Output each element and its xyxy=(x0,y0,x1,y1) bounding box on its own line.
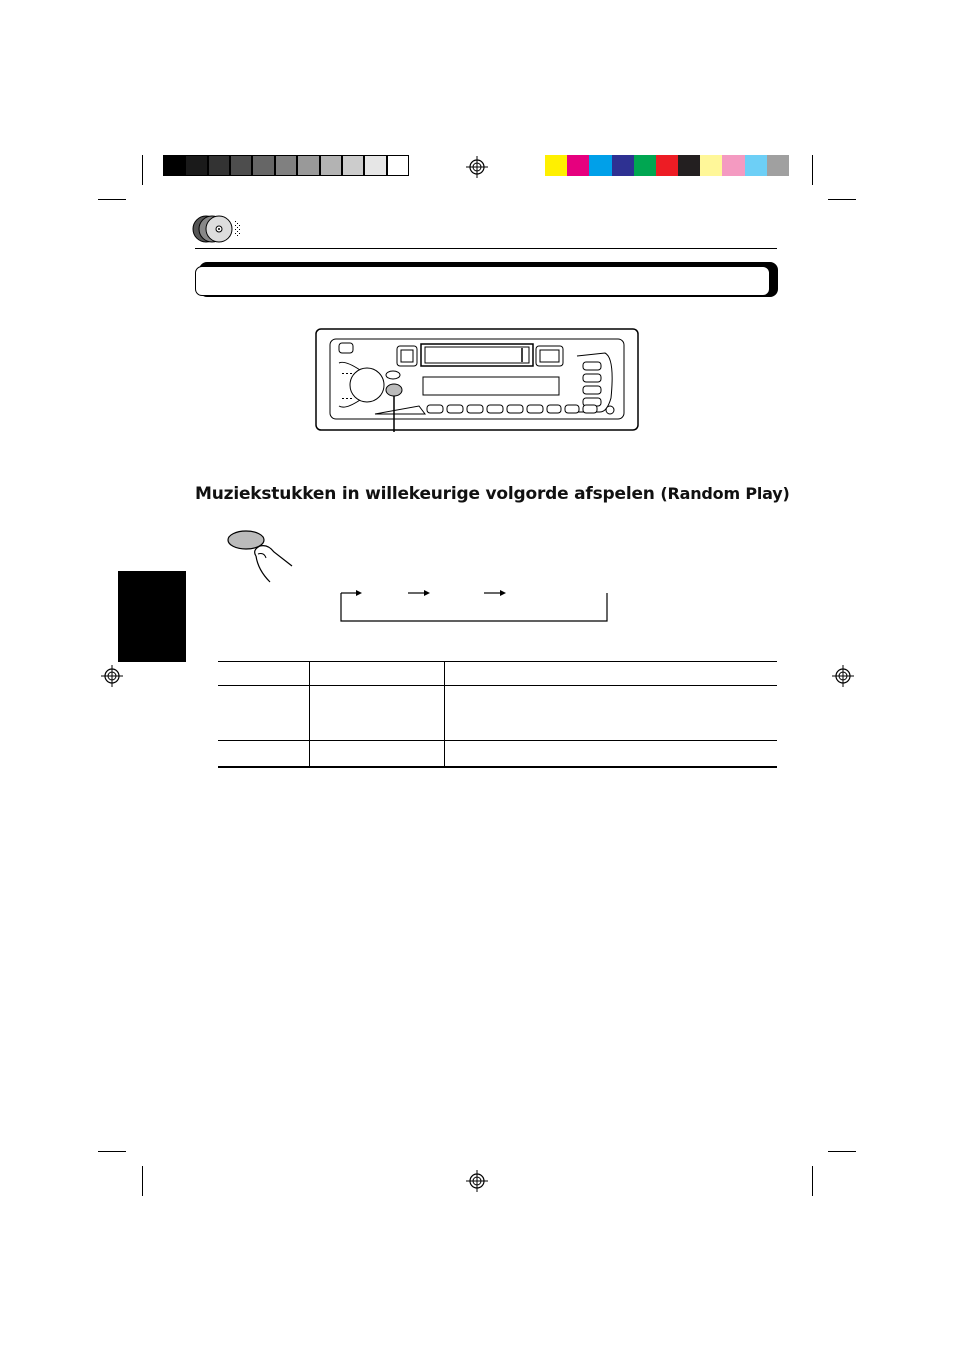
registration-mark-icon xyxy=(466,156,488,178)
color-swatch xyxy=(208,155,230,176)
table-column-divider xyxy=(309,661,310,767)
finger-pressing-button-icon xyxy=(224,526,296,584)
color-swatch xyxy=(678,155,700,176)
table-row xyxy=(218,740,777,741)
grayscale-bar xyxy=(163,155,409,176)
color-swatch xyxy=(745,155,767,176)
car-stereo-front-panel xyxy=(315,328,639,432)
color-swatch xyxy=(342,155,364,176)
color-swatch xyxy=(230,155,252,176)
crop-mark xyxy=(98,199,126,200)
crop-mark xyxy=(812,155,813,185)
color-swatch xyxy=(185,155,207,176)
crop-mark xyxy=(828,1151,856,1152)
color-swatch xyxy=(163,155,185,176)
table-row xyxy=(218,685,777,686)
language-side-tab xyxy=(118,571,186,662)
registration-mark-icon xyxy=(832,665,854,687)
color-bar xyxy=(545,155,789,176)
section-heading-paren: (Random Play) xyxy=(660,484,790,503)
color-swatch xyxy=(275,155,297,176)
section-heading xyxy=(195,484,790,504)
crop-mark xyxy=(812,1166,813,1196)
title-banner xyxy=(195,262,774,297)
registration-mark-icon xyxy=(101,665,123,687)
color-swatch xyxy=(589,155,611,176)
color-swatch xyxy=(567,155,589,176)
color-swatch xyxy=(634,155,656,176)
color-swatch xyxy=(722,155,744,176)
color-swatch xyxy=(387,155,409,176)
header-rule xyxy=(195,248,777,249)
crop-mark xyxy=(142,155,143,185)
color-swatch xyxy=(364,155,386,176)
table-column-divider xyxy=(444,661,445,767)
crop-mark xyxy=(828,199,856,200)
color-swatch xyxy=(320,155,342,176)
table-header-rule xyxy=(218,661,777,662)
color-swatch xyxy=(252,155,274,176)
color-swatch xyxy=(700,155,722,176)
cycle-arrow-diagram xyxy=(336,585,612,625)
cd-discs-icon xyxy=(192,212,248,246)
color-swatch xyxy=(656,155,678,176)
table-bottom-rule xyxy=(218,766,777,768)
crop-mark xyxy=(142,1166,143,1196)
color-swatch xyxy=(297,155,319,176)
registration-mark-icon xyxy=(466,1170,488,1192)
color-swatch xyxy=(612,155,634,176)
section-heading-main: Muziekstukken in willekeurige volgorde afspelen xyxy=(195,484,655,504)
color-swatch xyxy=(545,155,567,176)
crop-mark xyxy=(98,1151,126,1152)
color-swatch xyxy=(767,155,789,176)
